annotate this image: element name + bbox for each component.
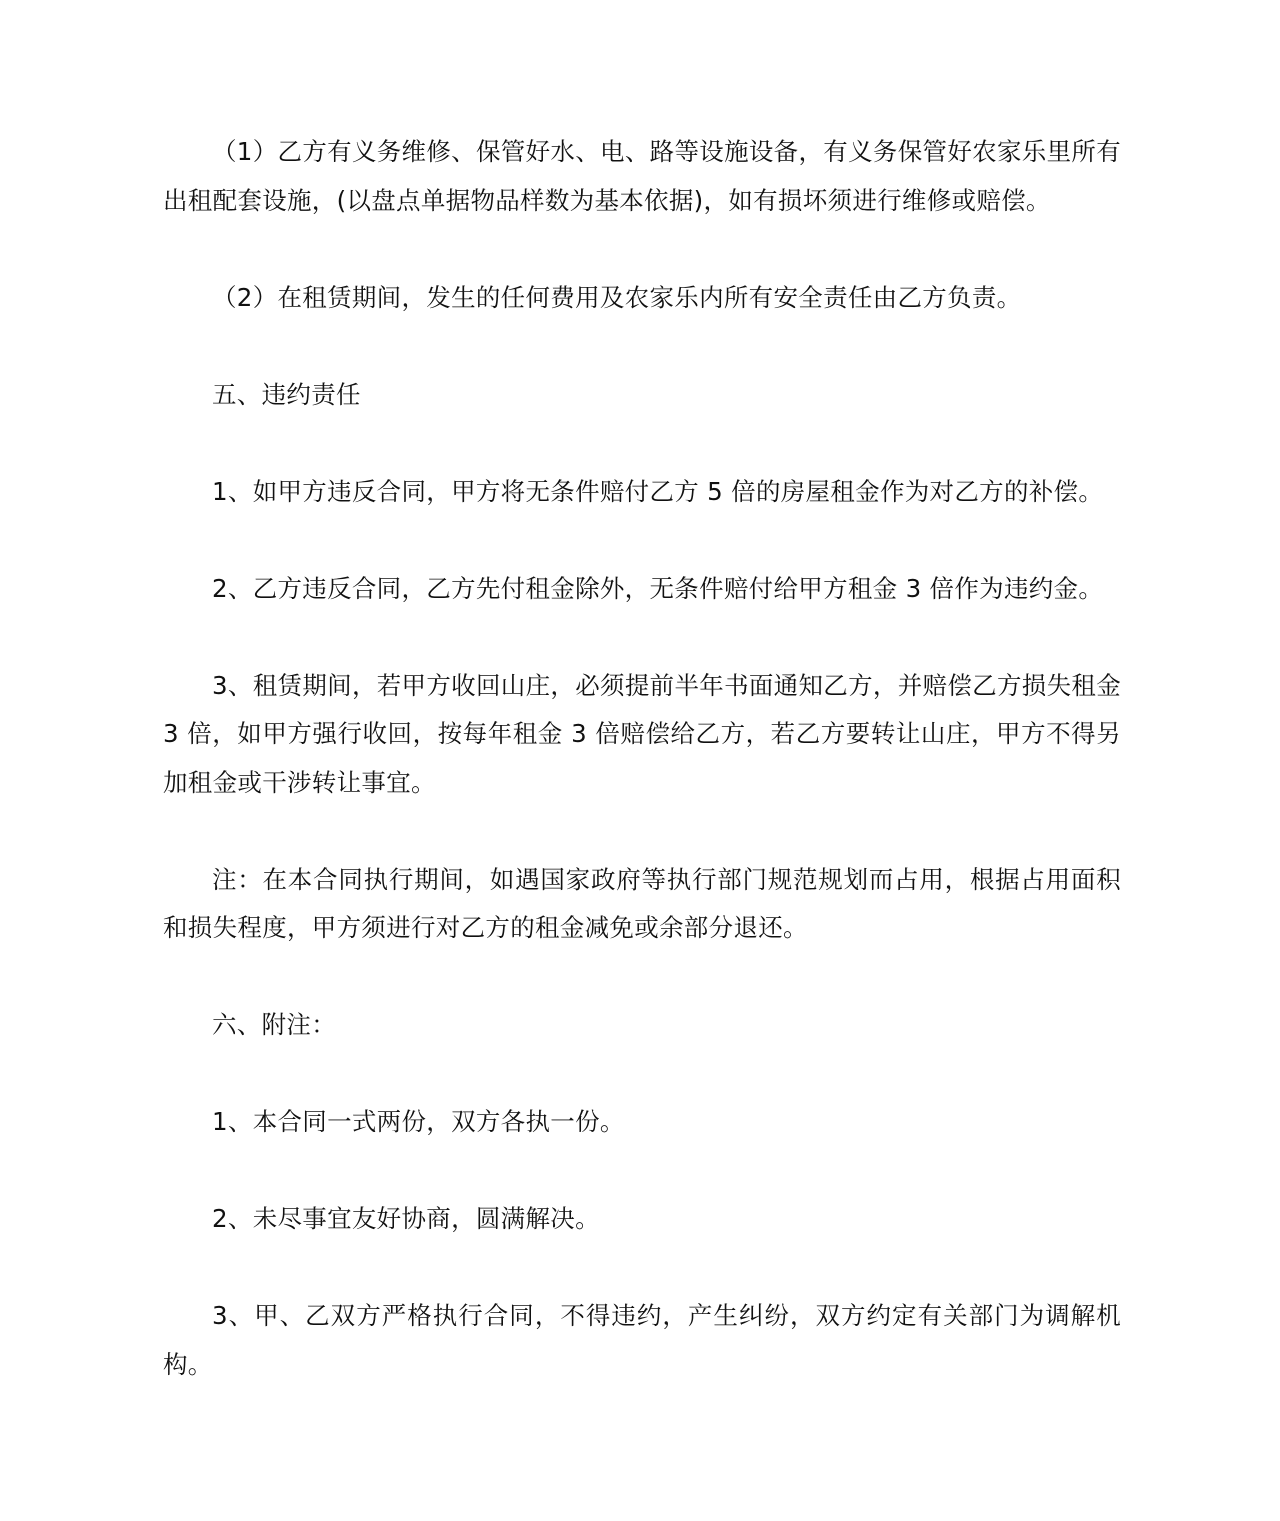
appendix-clause-3: 3、甲、乙双方严格执行合同，不得违约，产生纠纷，双方约定有关部门为调解机构。: [163, 1301, 1121, 1379]
clause-b-2: （2）在租赁期间，发生的任何费用及农家乐内所有安全责任由乙方负责。: [212, 282, 1022, 312]
appendix-clause-1: 1、本合同一式两份，双方各执一份。: [212, 1107, 625, 1136]
section-heading-breach: 五、违约责任: [212, 379, 361, 409]
section-heading-appendix: 六、附注：: [212, 1010, 336, 1039]
breach-clause-1: 1、如甲方违反合同，甲方将无条件赔付乙方 5 倍的房屋租金作为对乙方的补偿。: [212, 476, 1104, 506]
appendix-clause-2: 2、未尽事宜友好协商，圆满解决。: [212, 1204, 600, 1233]
document-body: [163, 128, 1121, 1438]
breach-clause-3: 3、租赁期间，若甲方收回山庄，必须提前半年书面通知乙方，并赔偿乙方损失租金 3 倍，如甲方强行收回，按每年租金 3 倍赔偿给乙方，若乙方要转让山庄，甲方不得另加租金或干涉转让事宜。: [163, 670, 1121, 797]
clause-b-1: （1）乙方有义务维修、保管好水、电、路等设施设备，有义务保管好农家乐里所有出租配套设施，(以盘点单据物品样数为基本依据)，如有损坏须进行维修或赔偿。: [163, 137, 1121, 215]
breach-clause-2: 2、乙方违反合同，乙方先付租金除外，无条件赔付给甲方租金 3 倍作为违约金。: [212, 573, 1104, 603]
breach-note: 注：在本合同执行期间，如遇国家政府等执行部门规范规划而占用，根据占用面积和损失程度，甲方须进行对乙方的租金减免或余部分退还。: [163, 864, 1121, 942]
